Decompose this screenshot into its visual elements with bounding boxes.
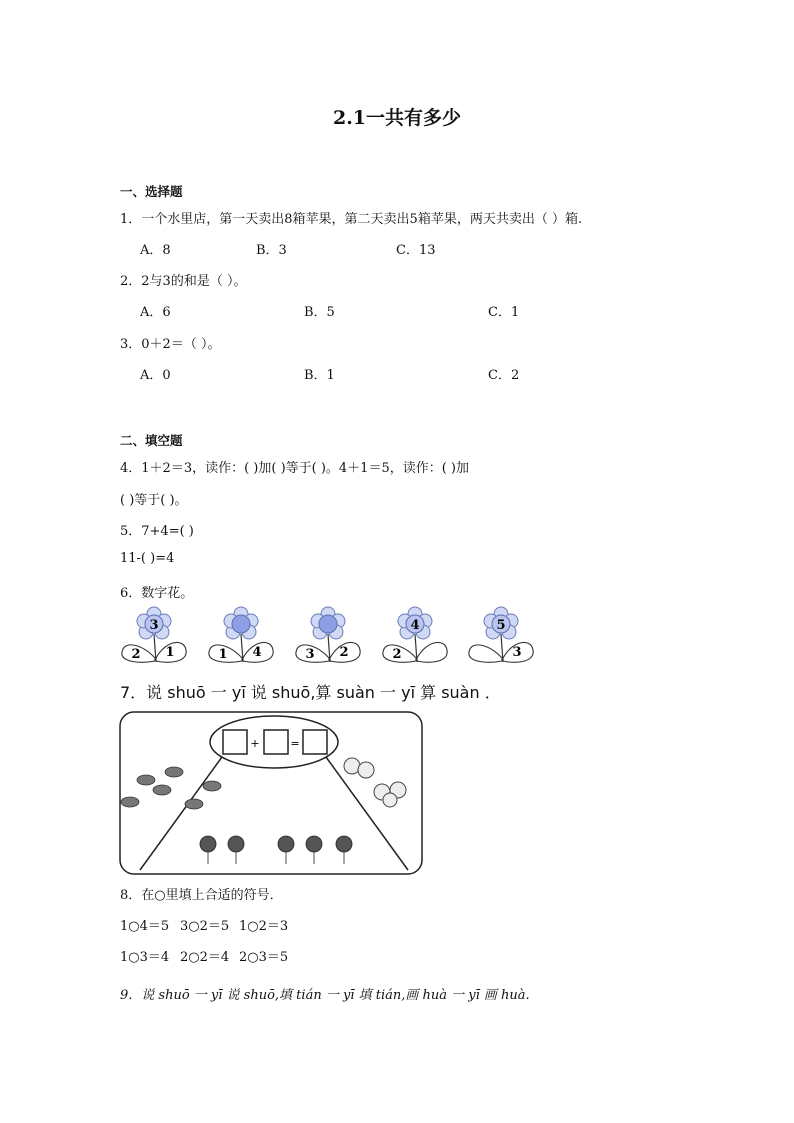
flower-2-right: 4 [252,645,262,660]
flower-3-right: 2 [339,645,349,660]
q2-option-b: B．5 [304,305,335,320]
flower-2 [209,607,273,662]
section-heading-choice: 一、选择题 [120,184,183,199]
question-4-line2: ( )等于( )。 [120,493,188,508]
number-flowers [112,606,542,670]
answer-box-2[interactable] [264,730,288,754]
flower-4-left: 2 [392,647,402,662]
answer-box-1[interactable] [223,730,247,754]
q2-option-a: A．6 [140,305,171,320]
question-4-line1: 4．1＋2＝3，读作：( )加( )等于( )。4＋1＝5，读作：( )加 [120,461,470,476]
flower-1-right: 1 [165,645,175,660]
q2-option-c: C．1 [488,305,520,320]
q3-option-a: A．0 [140,368,171,383]
question-1: 1．一个水里店，第一天卖出8箱苹果，第二天卖出5箱苹果，两天共卖出（ ）箱. [120,212,583,227]
answer-box-3[interactable] [303,730,327,754]
flower-5-right: 3 [512,645,522,660]
q8-row1-c: 1○2＝3 [239,919,289,934]
q8-row1-a: 1○4＝5 [120,919,170,934]
plus-sign: + [250,737,260,750]
flower-3-left: 3 [305,647,315,662]
equals-sign: = [290,737,300,750]
question-7: 7．说 shuō 一 yī 说 shuō,算 suàn 一 yī 算 suàn ． [120,683,501,702]
flower-1-left: 2 [131,647,141,662]
flower-3 [296,607,360,662]
q8-row1-b: 3○2＝5 [180,919,230,934]
question-6: 6．数字花。 [120,586,194,601]
section-heading-fill: 二、填空题 [120,433,183,448]
question-3: 3．0＋2＝（ ）。 [120,337,221,352]
question-2: 2．2与3的和是（ ）。 [120,274,247,289]
q8-row2-c: 2○3＝5 [239,950,289,965]
q1-option-c: C．13 [396,243,436,258]
q3-option-c: C．2 [488,368,520,383]
flower-5-center: 5 [496,618,506,633]
question-9: 9．说 shuō 一 yī 说 shuō,填 tián 一 yī 填 tián,画 huà 一 yī 画 huà. [120,988,530,1003]
flower-1 [122,607,186,662]
flower-4 [383,607,447,662]
flower-4-center: 4 [410,618,420,633]
question-5-line1: 5．7+4=( ) [120,524,194,539]
q8-row2-a: 1○3＝4 [120,950,170,965]
q1-option-a: A．8 [140,243,171,258]
q8-row2-b: 2○2＝4 [180,950,230,965]
q3-option-b: B．1 [304,368,335,383]
q7-picture [118,710,424,876]
question-8: 8．在○里填上合适的符号． [120,888,283,903]
flower-2-left: 1 [218,647,228,662]
flower-5 [469,607,533,662]
question-5-line2: 11-( )=4 [120,551,175,566]
flower-1-center: 3 [149,618,159,633]
q1-option-b: B．3 [256,243,287,258]
page-title: 2.1一共有多少 [332,107,462,129]
